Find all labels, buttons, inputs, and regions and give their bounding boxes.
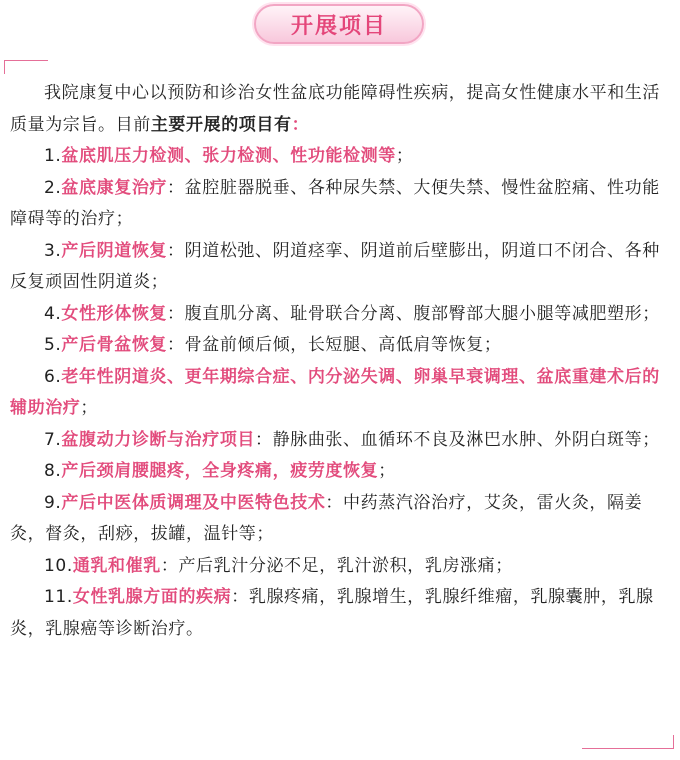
item-description: ：中药蒸汽浴治疗，艾灸，雷火灸，隔姜灸，督灸，刮痧，拔罐，温针等；: [10, 492, 643, 544]
project-list: [10, 141, 670, 645]
item-number: 4.: [44, 303, 62, 324]
intro-text: 我院康复中心以预防和诊治女性盆底功能障碍性疾病，提高女性健康水平和生活质量为宗旨。目前: [10, 83, 660, 135]
list-item: [10, 236, 670, 299]
item-highlight: 产后阴道恢复: [61, 240, 168, 261]
intro-paragraph: [10, 78, 670, 141]
item-description: ：阴道松弛、阴道痉挛、阴道前后壁膨出，阴道口不闭合、各种反复顽固性阴道炎；: [10, 240, 660, 292]
list-item: [10, 362, 670, 425]
list-item: [10, 456, 670, 488]
item-highlight: 产后中医体质调理及中医特色技术: [61, 492, 326, 513]
item-number: 10.: [44, 555, 73, 576]
item-description: ：盆腔脏器脱垂、各种尿失禁、大便失禁、慢性盆腔痛、性功能障碍等的治疗；: [10, 177, 660, 229]
list-item: [10, 330, 670, 362]
item-number: 8.: [44, 461, 62, 481]
list-item: [10, 299, 670, 331]
intro-bold: 主要开展的项目有: [150, 114, 292, 135]
item-highlight: 盆底肌压力检测、张力检测、性功能检测等: [61, 146, 396, 166]
item-description: ：骨盆前倾后倾，长短腿、高低肩等恢复；: [167, 335, 502, 355]
corner-line-top-left: [4, 60, 48, 61]
item-highlight: 女性乳腺方面的疾病: [72, 587, 232, 607]
item-description: ；: [80, 398, 99, 418]
list-item: [10, 582, 670, 645]
section-title-badge: [254, 4, 424, 44]
intro-colon: ：: [291, 114, 310, 135]
item-description: ：乳腺疼痛，乳腺增生，乳腺纤维瘤，乳腺囊肿，乳腺炎，乳腺癌等诊断治疗。: [10, 587, 654, 639]
item-highlight: 女性形体恢复: [61, 303, 168, 324]
item-number: 9.: [44, 492, 62, 513]
list-item: [10, 488, 670, 551]
item-description: ：静脉曲张、血循环不良及淋巴水肿、外阴白斑等；: [255, 429, 660, 450]
corner-line-top-left-vertical: [4, 60, 5, 74]
item-highlight: 盆底康复治疗: [61, 177, 168, 198]
item-description: ：腹直肌分离、耻骨联合分离、腹部臀部大腿小腿等减肥塑形；: [167, 303, 660, 324]
item-highlight: 产后颈肩腰腿疼，全身疼痛，疲劳度恢复: [61, 461, 379, 481]
item-number: 3.: [44, 240, 62, 261]
item-description: ：产后乳汁分泌不足，乳汁淤积，乳房涨痛；: [160, 555, 513, 576]
list-item: [10, 173, 670, 236]
section-title: 开展项目: [290, 13, 387, 39]
item-number: 5.: [44, 335, 62, 355]
list-item: [10, 141, 670, 173]
item-highlight: 通乳和催乳: [72, 555, 161, 576]
item-number: 11.: [44, 587, 73, 607]
item-highlight: 老年性阴道炎、更年期综合症、内分泌失调、卵巢早衰调理、盆底重建术后的辅助治疗: [10, 366, 660, 418]
item-highlight: 盆腹动力诊断与治疗项目: [61, 429, 256, 450]
article-body: [10, 78, 670, 645]
item-description: ；: [378, 461, 396, 481]
list-item: [10, 425, 670, 457]
item-number: 1.: [44, 146, 62, 166]
corner-line-bottom-right: [582, 748, 674, 749]
item-number: 6.: [44, 366, 62, 387]
item-description: ；: [395, 146, 414, 166]
item-highlight: 产后骨盆恢复: [61, 335, 168, 355]
list-item: [10, 551, 670, 583]
corner-line-bottom-right-vertical: [673, 735, 674, 749]
item-number: 2.: [44, 177, 62, 198]
item-number: 7.: [44, 429, 62, 450]
